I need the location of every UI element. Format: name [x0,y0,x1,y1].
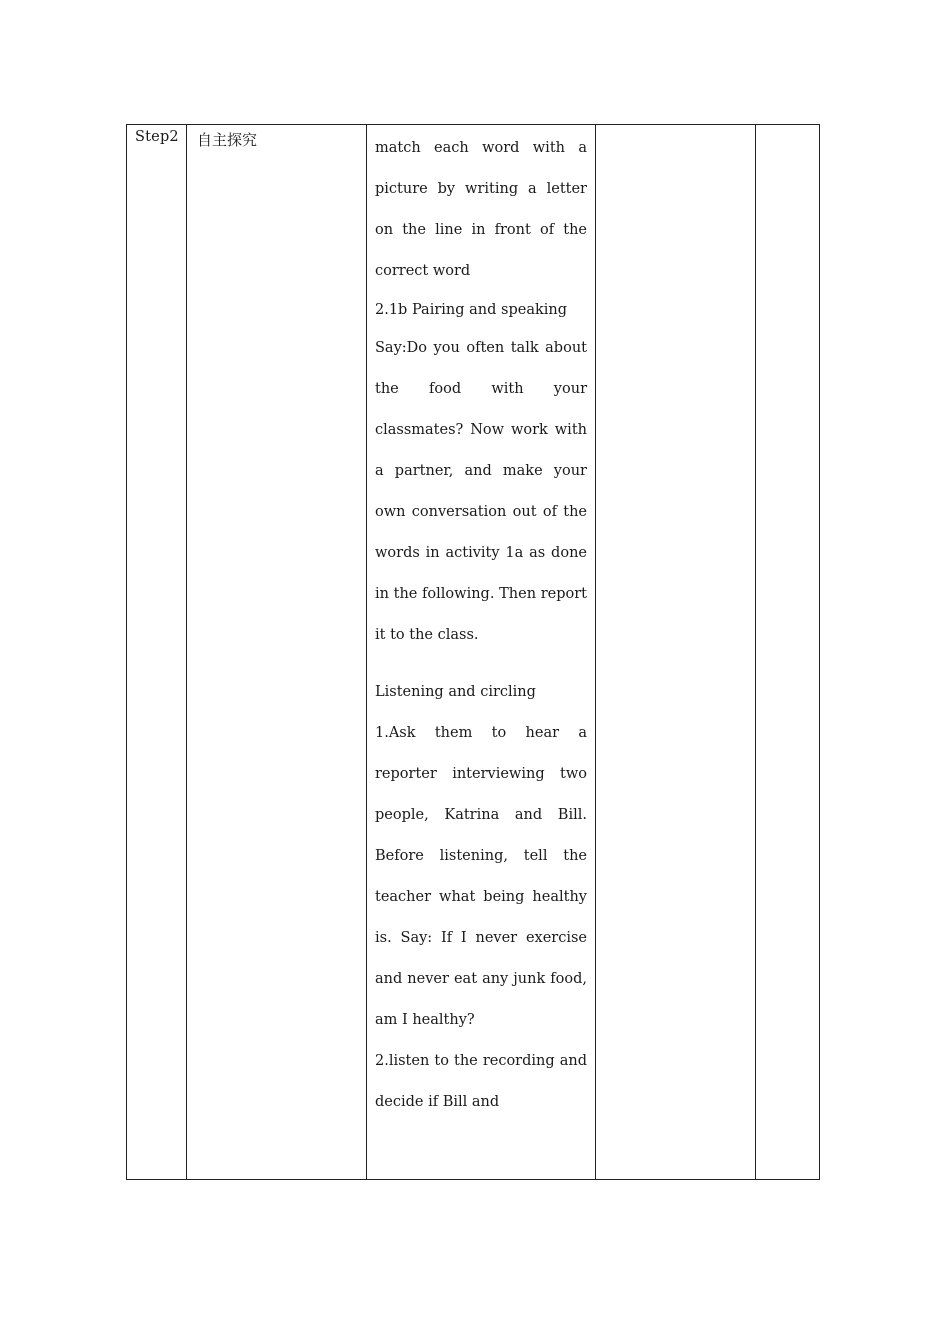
table-row [127,125,820,1180]
step-label: Step2 [135,129,179,145]
activity-cell [367,125,596,1180]
method-label: 自主探究 [197,131,258,149]
extra-cell [596,125,756,1180]
activity-heading-listening: Listening and circling [375,684,536,700]
lesson-plan-table [126,124,820,1180]
note-cell [756,125,820,1180]
step-cell [127,125,187,1180]
activity-paragraph-match: match each word with a picture by writing a letter on the line in front of the correct word [375,140,587,279]
activity-paragraph-ask: 1.Ask them to hear a reporter interviewing two people, Katrina and Bill. Before listening, tell the teacher what being healthy is. Say: If I never exercise and never eat any junk food, am I healthy? [375,725,587,1028]
activity-paragraph-listen: 2.listen to the recording and decide if Bill and [375,1053,587,1110]
activity-heading-pairing: 2.1b Pairing and speaking [375,302,568,318]
activity-paragraph-say: Say:Do you often talk about the food with your classmates? Now work with a partner, and make your own conversation out of the words in activity 1a as done in the following. Then report it to the class. [375,340,587,643]
method-cell [187,125,367,1180]
